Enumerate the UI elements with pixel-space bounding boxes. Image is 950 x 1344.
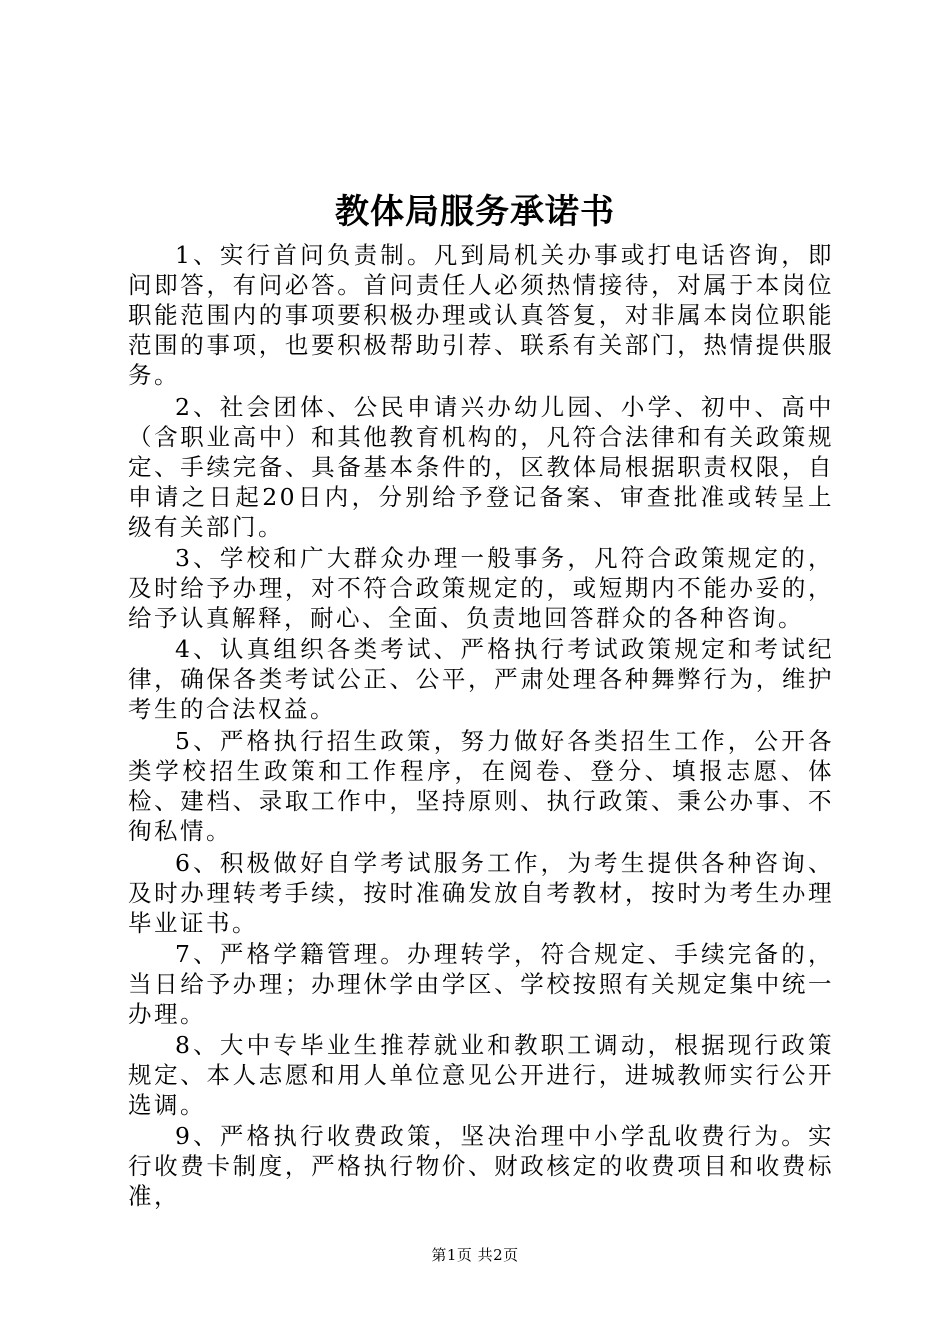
paragraph-8: 8、大中专毕业生推荐就业和教职工调动，根据现行政策规定、本人志愿和用人单位意见公开进行，进城教师实行公开选调。: [128, 1031, 834, 1119]
page-title: 教体局服务承诺书: [335, 192, 615, 232]
paragraph-4: 4、认真组织各类考试、严格执行考试政策规定和考试纪律，确保各类考试公正、公平，严肃处理各种舞弊行为，维护考生的合法权益。: [128, 635, 834, 723]
paragraph-2: 2、社会团体、公民申请兴办幼儿园、小学、初中、高中（含职业高中）和其他教育机构的，凡符合法律和有关政策规定、手续完备、具备基本条件的，区教体局根据职责权限，自申请之日起20日内，分别给予登记备案、审查批准或转呈上级有关部门。: [128, 393, 834, 541]
paragraph-9: 9、严格执行收费政策，坚决治理中小学乱收费行为。实行收费卡制度，严格执行物价、财政核定的收费项目和收费标准，: [128, 1122, 834, 1210]
paragraph-1: 1、实行首问负责制。凡到局机关办事或打电话咨询，即问即答，有问必答。首问责任人必须热情接待，对属于本岗位职能范围内的事项要积极办理或认真答复，对非属本岗位职能范围的事项，也要积极帮助引荐、联系有关部门，热情提供服务。: [128, 241, 834, 389]
page-number-footer: 第1页 共2页: [431, 1246, 519, 1264]
paragraph-5: 5、严格执行招生政策，努力做好各类招生工作，公开各类学校招生政策和工作程序，在阅卷、登分、填报志愿、体检、建档、录取工作中，坚持原则、执行政策、秉公办事、不徇私情。: [128, 727, 834, 845]
paragraph-3: 3、学校和广大群众办理一般事务，凡符合政策规定的，及时给予办理，对不符合政策规定的，或短期内不能办妥的，给予认真解释，耐心、全面、负责地回答群众的各种咨询。: [128, 544, 834, 632]
paragraph-6: 6、积极做好自学考试服务工作，为考生提供各种咨询、及时办理转考手续，按时准确发放自考教材，按时为考生办理毕业证书。: [128, 849, 834, 937]
paragraph-7: 7、严格学籍管理。办理转学，符合规定、手续完备的，当日给予办理；办理休学由学区、学校按照有关规定集中统一办理。: [128, 940, 834, 1028]
